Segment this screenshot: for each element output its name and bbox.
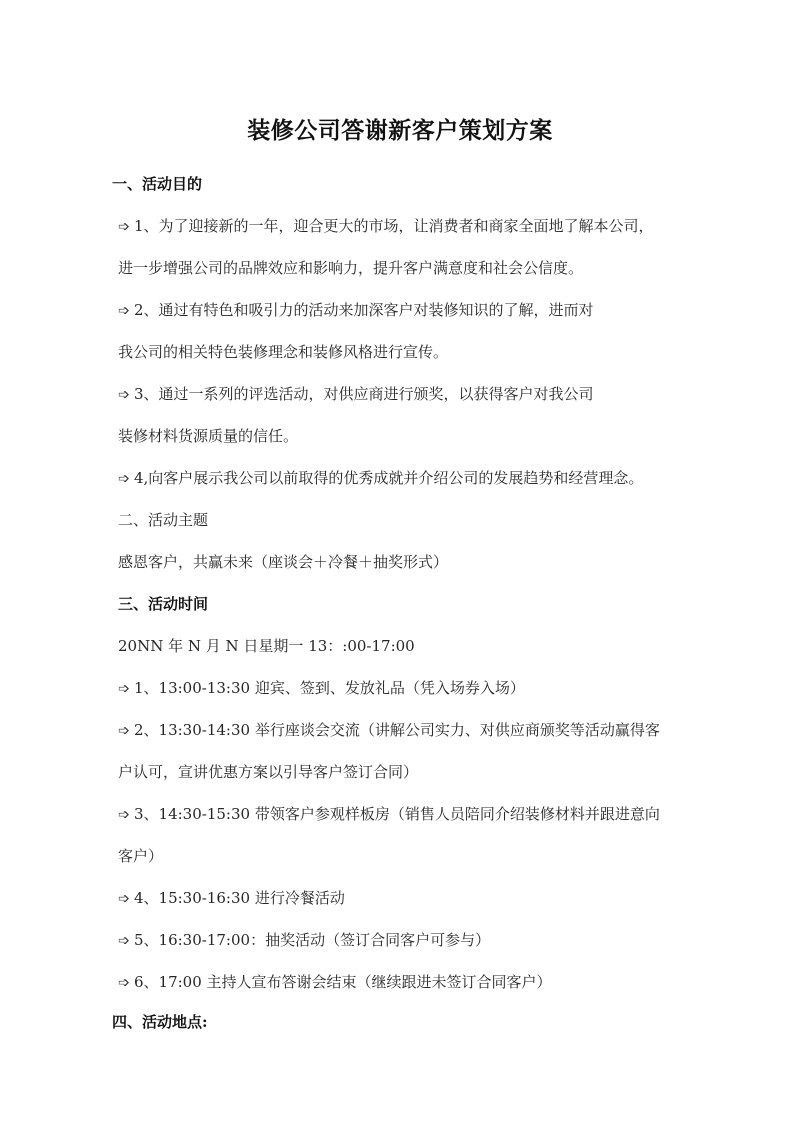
arrow-icon: ➩: [118, 807, 130, 823]
schedule-item-3-line-2: 客户）: [118, 847, 164, 865]
purpose-item-1-line-2: 进一步增强公司的品牌效应和影响力，提升客户满意度和社会公信度。: [118, 259, 584, 277]
schedule-item-5: [118, 930, 490, 951]
purpose-item-1-text: 1、为了迎接新的一年，迎合更大的市场，让消费者和商家全面地了解本公司，: [134, 217, 654, 235]
schedule-item-6: [118, 972, 552, 993]
arrow-icon: ➩: [118, 891, 130, 907]
arrow-icon: ➩: [118, 471, 130, 487]
schedule-item-3-text: 3、14:30-15:30 带领客户参观样板房（销售人员陪同介绍装修材料并跟进意向: [134, 805, 660, 823]
purpose-item-2-line-2: 我公司的相关特色装修理念和装修风格进行宣传。: [118, 343, 449, 361]
schedule-item-2-line-1: [118, 720, 660, 741]
purpose-item-4-text: 4,向客户展示我公司以前取得的优秀成就并介绍公司的发展趋势和经营理念。: [134, 469, 644, 487]
schedule-item-1: [118, 678, 525, 699]
section-heading-time: 三、活动时间: [118, 595, 209, 613]
arrow-icon: ➩: [118, 975, 130, 991]
schedule-item-3-line-1: [118, 804, 660, 825]
arrow-icon: ➩: [118, 723, 130, 739]
schedule-item-2-line-2: 户认可，宣讲优惠方案以引导客户签订合同）: [118, 763, 419, 781]
schedule-item-2-text: 2、13:30-14:30 举行座谈会交流（讲解公司实力、对供应商颁奖等活动赢得客: [134, 721, 660, 739]
theme-text: 感恩客户，共赢未来（座谈会＋冷餐＋抽奖形式）: [118, 553, 449, 571]
schedule-item-4-text: 4、15:30-16:30 进行冷餐活动: [134, 889, 345, 907]
schedule-item-6-text: 6、17:00 主持人宣布答谢会结束（继续跟进未签订合同客户）: [134, 973, 552, 991]
section-heading-theme: 二、活动主题: [118, 511, 209, 529]
purpose-item-4-line-1: [118, 468, 643, 489]
arrow-icon: ➩: [118, 933, 130, 949]
section-heading-location: 四、活动地点:: [112, 1013, 208, 1031]
purpose-item-1-line-1: [118, 216, 654, 237]
schedule-item-1-text: 1、13:00-13:30 迎宾、签到、发放礼品（凭入场券入场）: [134, 679, 525, 697]
page-title: 装修公司答谢新客户策划方案: [247, 117, 553, 144]
arrow-icon: ➩: [118, 219, 130, 235]
section-heading-purpose: 一、活动目的: [112, 175, 203, 193]
purpose-item-3-line-2: 装修材料货源质量的信任。: [118, 427, 299, 445]
purpose-item-2-line-1: [118, 300, 594, 321]
schedule-item-4: [118, 888, 345, 909]
purpose-item-3-text: 3、通过一系列的评选活动，对供应商进行颁奖，以获得客户对我公司: [134, 385, 594, 403]
arrow-icon: ➩: [118, 681, 130, 697]
purpose-item-3-line-1: [118, 384, 594, 405]
purpose-item-2-text: 2、通过有特色和吸引力的活动来加深客户对装修知识的了解，进而对: [134, 301, 594, 319]
schedule-item-5-text: 5、16:30-17:00：抽奖活动（签订合同客户可参与）: [134, 931, 491, 949]
arrow-icon: ➩: [118, 387, 130, 403]
arrow-icon: ➩: [118, 303, 130, 319]
event-date: 20NN 年 N 月 N 日星期一 13：:00-17:00: [118, 637, 415, 655]
